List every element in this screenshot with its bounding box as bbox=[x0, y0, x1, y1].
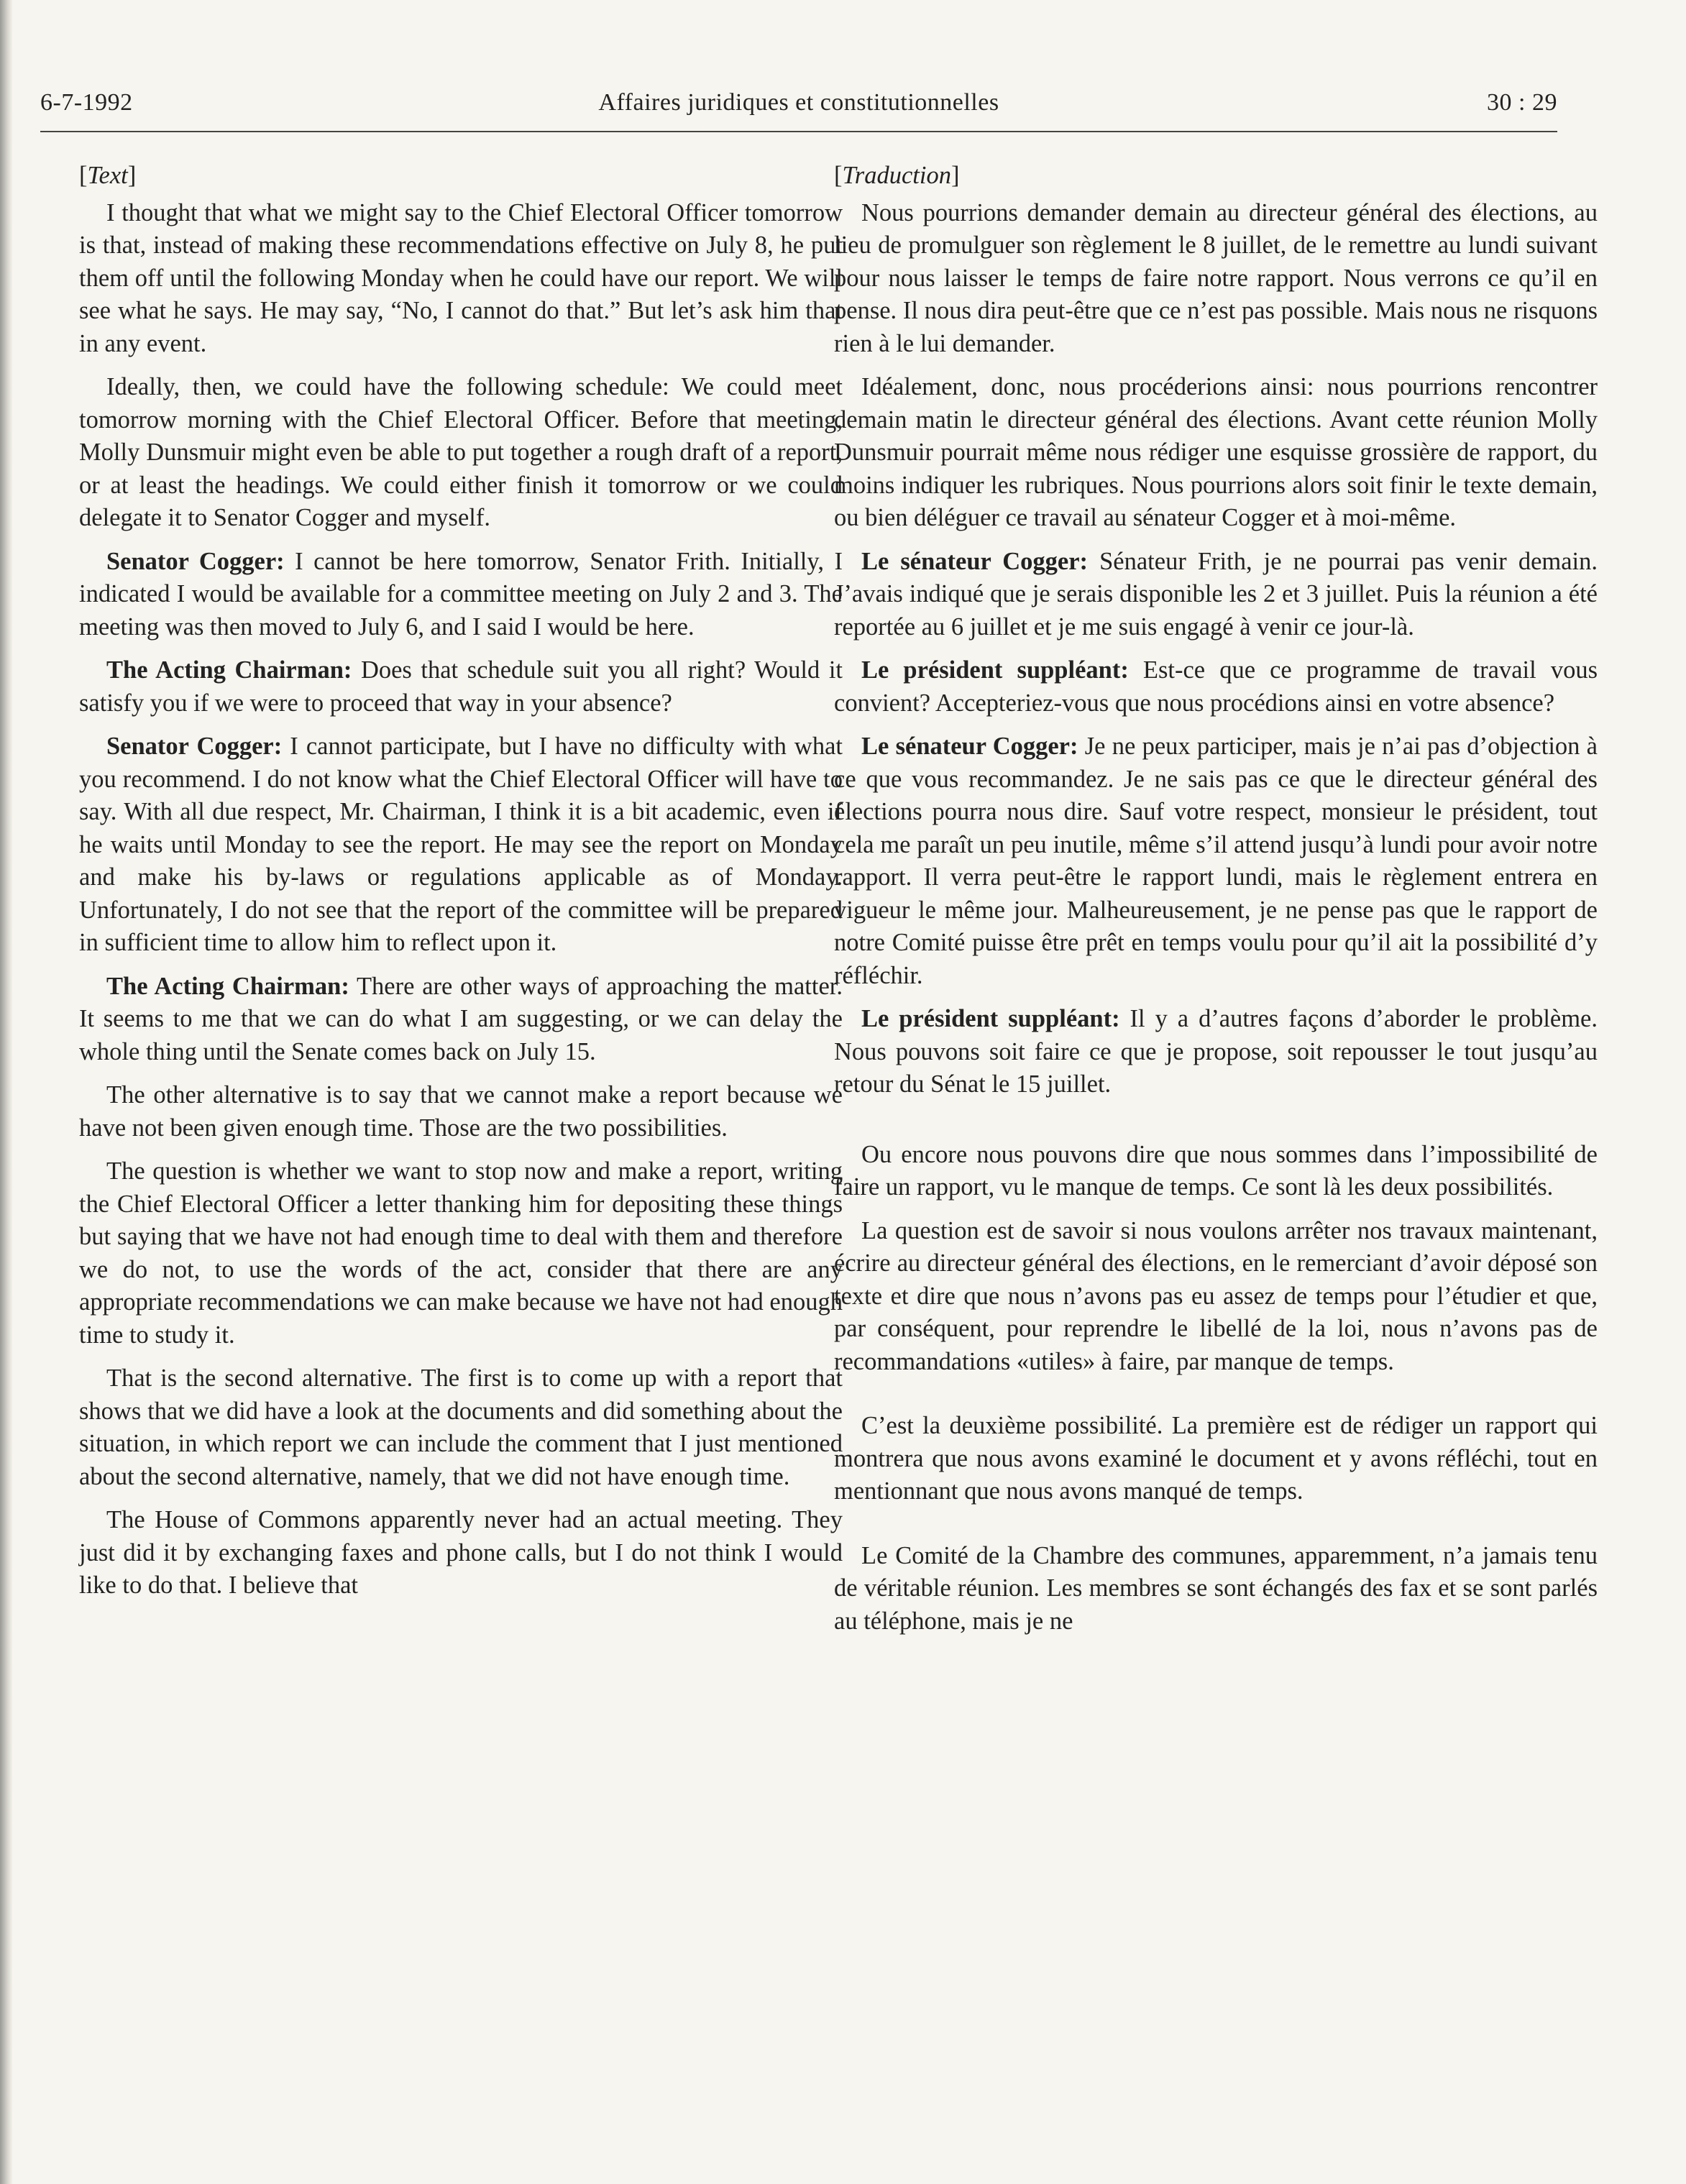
paragraph: Senator Cogger: I cannot be here tomorrow, Senator Frith. Initially, I indicated I would be available for a committee meeting on July 2 and 3. The meeting was then moved to July 6, and I said I would be here. bbox=[79, 547, 843, 641]
header-page-number: 30 : 29 bbox=[1487, 89, 1557, 116]
speaker: The Acting Chairman: bbox=[106, 972, 349, 1000]
paragraph: Idéalement, donc, nous procéderions ainsi: nous pourrions rencontrer demain matin le directeur général des élections. Avant cette réunion Molly Dunsmuir pourrait même nous rédiger une esquisse grossière de rapport, du moins indiquer les rubriques. Nous pourrions alors soit finir le texte demain, ou bien déléguer ce travail au sénateur Cogger et à moi-même. bbox=[834, 373, 1598, 531]
paragraph: The Acting Chairman: There are other ways of approaching the matter. It seems to me that we can do what I am suggesting, or we can delay the whole thing until the Senate comes back on July 15. bbox=[79, 972, 843, 1065]
paragraph: Le Comité de la Chambre des communes, apparemment, n’a jamais tenu de véritable réunion. Les membres se sont échangés des fax et se sont parlés au téléphone, mais je ne bbox=[834, 1541, 1598, 1635]
paragraph: The House of Commons apparently never had an actual meeting. They just did it by exchanging faxes and phone calls, but I do not think I would like to do that. I believe that bbox=[79, 1506, 843, 1599]
header-date: 6-7-1992 bbox=[40, 89, 133, 116]
french-column bbox=[834, 160, 1598, 1648]
header-title: Affaires juridiques et constitutionnelles bbox=[598, 89, 999, 116]
paragraph: La question est de savoir si nous voulons arrêter nos travaux maintenant, écrire au directeur général des élections, en le remerciant d’avoir déposé son texte et dire que nous n’avons pas eu assez de temps pour l’étudier et que, par conséquent, pour reprendre le libellé de la loi, nous n’avons pas de recommandations «utiles» à faire, par manque de temps. bbox=[834, 1216, 1598, 1375]
speaker: Le sénateur Cogger: bbox=[861, 547, 1089, 575]
paragraph: Nous pourrions demander demain au directeur général des élections, au lieu de promulguer son règlement le 8 juillet, de le remettre au lundi suivant pour nous laisser le temps de faire notre rapport. Nous verrons ce qu’il en pense. Il nous dira peut-être que ce n’est pas possible. Mais nous ne risquons rien à le lui demander. bbox=[834, 198, 1598, 357]
speaker: The Acting Chairman: bbox=[106, 656, 352, 684]
speaker: Senator Cogger: bbox=[106, 547, 285, 575]
text-tag: [Text] bbox=[79, 162, 137, 189]
paragraph: Le sénateur Cogger: Je ne peux participer, mais je n’ai pas d’objection à ce que vous recommandez. Je ne sais pas ce que le directeur général des élections pourra nous dire. Sauf votre respect, monsieur le président, tout cela me paraît un peu inutile, même s’il attend jusqu’à lundi pour avoir notre rapport. Il verra peut-être le rapport lundi, mais le règlement entrera en vigueur le même jour. Malheureusement, je ne pense pas que le rapport de notre Comité puisse être prêt en temps voulu pour qu’il ait la possibilité d’y réfléchir. bbox=[834, 733, 1598, 989]
paragraph: The Acting Chairman: Does that schedule suit you all right? Would it satisfy you if we were to proceed that way in your absence? bbox=[79, 656, 843, 717]
paragraph: I thought that what we might say to the Chief Electoral Officer tomorrow is that, instead of making these recommendations effective on July 8, he put them off until the following Monday when he could have our report. We will see what he says. He may say, “No, I cannot do that.” But let’s ask him that in any event. bbox=[79, 198, 843, 357]
paragraph: Ou encore nous pouvons dire que nous sommes dans l’impossibilité de faire un rapport, vu le manque de temps. Ce sont là les deux possibilités. bbox=[834, 1140, 1598, 1201]
english-column bbox=[79, 160, 843, 1613]
speaker: Le sénateur Cogger: bbox=[861, 733, 1078, 760]
speaker: Senator Cogger: bbox=[106, 733, 283, 760]
speaker: Le président suppléant: bbox=[861, 1005, 1120, 1032]
running-header bbox=[40, 85, 1557, 132]
page-edge-shadow bbox=[0, 0, 13, 2184]
paragraph: Le sénateur Cogger: Sénateur Frith, je ne pourrai pas venir demain. J’avais indiqué que je serais disponible les 2 et 3 juillet. Puis la réunion a été reportée au 6 juillet et je me suis engagé à venir ce jour-là. bbox=[834, 547, 1598, 641]
speaker: Le président suppléant: bbox=[861, 656, 1129, 684]
paragraph: The question is whether we want to stop now and make a report, writing the Chief Electoral Officer a letter thanking him for depositing these things but saying that we have not had enough time to deal with them and therefore we do not, to use the words of the act, consider that there are any appropriate recommendations we can make because we have not had enough time to study it. bbox=[79, 1157, 843, 1349]
paragraph: Ideally, then, we could have the following schedule: We could meet tomorrow morning with the Chief Electoral Officer. Before that meeting, Molly Dunsmuir might even be able to put together a rough draft of a report, or at least the headings. We could either finish it tomorrow or we could delegate it to Senator Cogger and myself. bbox=[79, 373, 843, 531]
paragraph: C’est la deuxième possibilité. La première est de rédiger un rapport qui montrera que nous avons examiné le document et y avons réfléchi, tout en mentionnant que nous avons manqué de temps. bbox=[834, 1412, 1598, 1505]
paragraph: Le président suppléant: Il y a d’autres façons d’aborder le problème. Nous pouvons soit faire ce que je propose, soit repousser le tout jusqu’au retour du Sénat le 15 juillet. bbox=[834, 1005, 1598, 1098]
paragraph: The other alternative is to say that we cannot make a report because we have not been given enough time. Those are the two possibilities. bbox=[79, 1081, 843, 1142]
translation-tag: [Traduction] bbox=[834, 162, 960, 189]
paragraph: Le président suppléant: Est-ce que ce programme de travail vous convient? Accepteriez-vous que nous procédions ainsi en votre absence? bbox=[834, 656, 1598, 717]
paragraph: That is the second alternative. The first is to come up with a report that shows that we did have a look at the documents and did something about the situation, in which report we can include the comment that I just mentioned about the second alternative, namely, that we did not have enough time. bbox=[79, 1364, 843, 1490]
paragraph: Senator Cogger: I cannot participate, but I have no difficulty with what you recommend. I do not know what the Chief Electoral Officer will have to say. With all due respect, Mr. Chairman, I think it is a bit academic, even if he waits until Monday to see the report. He may see the report on Monday and make his by-laws or regulations applicable as of Monday. Unfortunately, I do not see that the report of the committee will be prepared in sufficient time to allow him to reflect upon it. bbox=[79, 733, 843, 956]
